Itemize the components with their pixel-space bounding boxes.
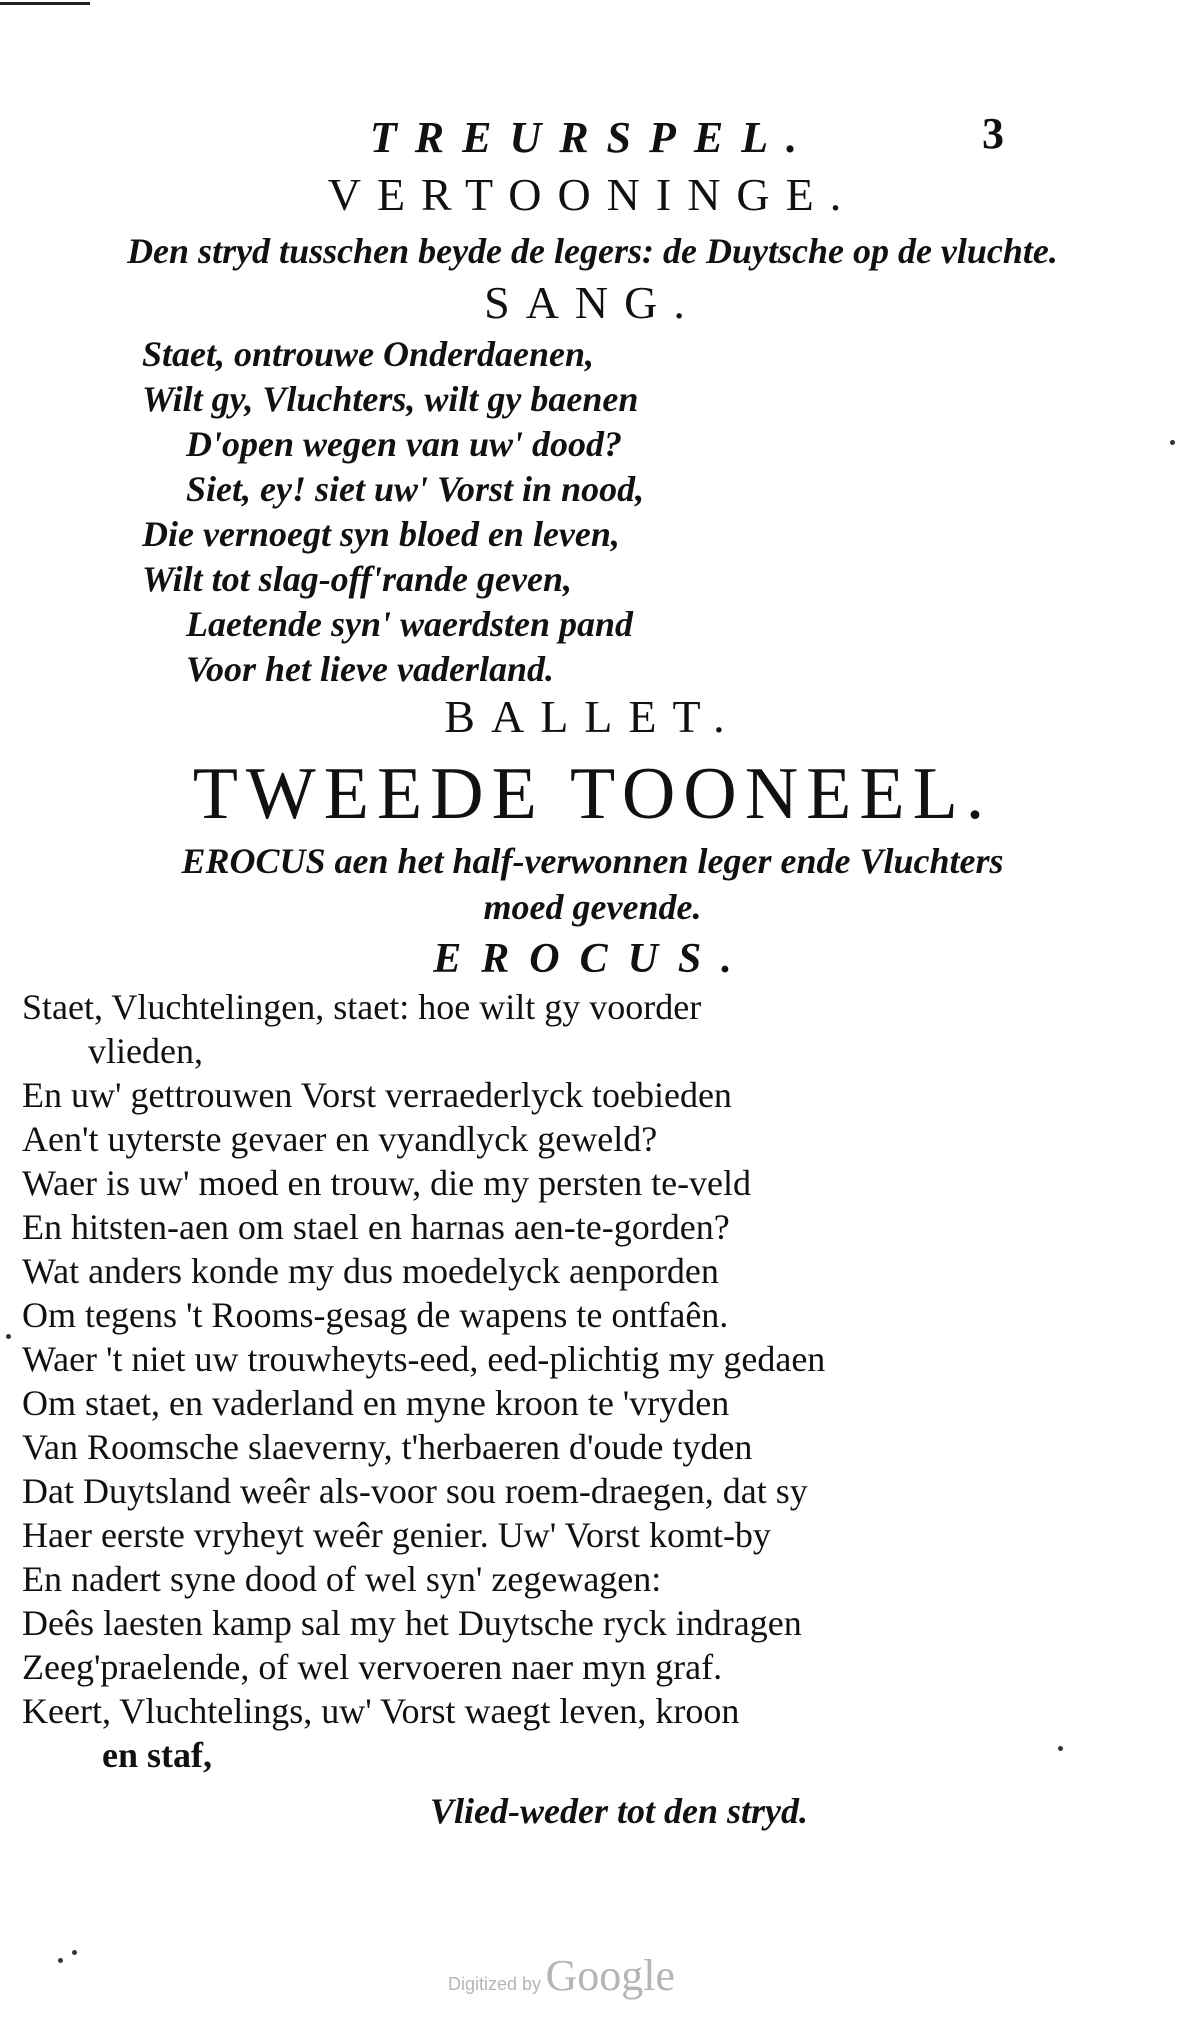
speech-line: Waer is uw' moed en trouw, die my persten te-veld	[22, 1163, 752, 1203]
speck	[72, 1950, 77, 1955]
speech-line: Zeeg'praelende, of wel vervoeren naer myn graf.	[22, 1647, 723, 1687]
verse-line: Die vernoegt syn bloed en leven,	[142, 514, 620, 554]
speech-line: Staet, Vluchtelingen, staet: hoe wilt gy voorder	[22, 987, 702, 1027]
speech-line: Waer 't niet uw trouwheyts-eed, eed-plichtig my gedaen	[22, 1339, 826, 1379]
speech-line: Aen't uyterste gevaer en vyandlyck geweld?	[22, 1119, 658, 1159]
verse-line: Laetende syn' waerdsten pand	[186, 604, 633, 644]
speck	[58, 1958, 63, 1963]
speech-line: Deês laesten kamp sal my het Duytsche ryck indragen	[22, 1603, 802, 1643]
speech-line: Van Roomsche slaeverny, t'herbaeren d'oude tyden	[22, 1427, 753, 1467]
speech-line: Om tegens 't Rooms-gesag de wapens te ontfaên.	[22, 1295, 729, 1335]
top-rule	[0, 2, 90, 5]
speck	[1058, 1746, 1063, 1751]
verse-line: Siet, ey! siet uw' Vorst in nood,	[186, 469, 645, 509]
song-heading: SANG.	[484, 277, 701, 328]
digitized-by-text: Digitized by	[448, 1974, 542, 1994]
speck	[1170, 440, 1175, 445]
speech-line: Om staet, en vaderland en myne kroon te 'vryden	[22, 1383, 730, 1423]
speech-line: Keert, Vluchtelings, uw' Vorst waegt leven, kroon	[22, 1691, 740, 1731]
stage-direction-line-2: moed gevende.	[483, 887, 702, 927]
verse-line: Staet, ontrouwe Onderdaenen,	[142, 334, 595, 374]
song-verse	[142, 332, 644, 692]
speech-line: Dat Duytsland weêr als-voor sou roem-draegen, dat sy	[22, 1471, 808, 1511]
exit-direction: Vlied-weder tot den stryd.	[430, 1791, 808, 1831]
speech-line: En hitsten-aen om stael en harnas aen-te-gorden?	[22, 1207, 730, 1247]
speech-line: en staf,	[102, 1735, 212, 1775]
running-head: TREURSPEL.	[369, 113, 816, 162]
speech-line: vlieden,	[88, 1031, 203, 1071]
verse-line: Wilt tot slag-off'rande geven,	[142, 559, 572, 599]
speck	[6, 1334, 11, 1339]
speaker-name: EROCUS.	[433, 936, 752, 982]
digitized-watermark	[448, 1950, 675, 2001]
page-number: 3	[982, 109, 1004, 158]
verse-line: Voor het lieve vaderland.	[186, 649, 554, 689]
speech-text	[22, 985, 825, 1777]
stage-direction-line-1: EROCUS aen het half-verwonnen leger ende Vluchters	[181, 841, 1004, 881]
ballet-heading: BALLET.	[444, 691, 741, 742]
google-logo: Google	[545, 1951, 676, 2000]
speech-line: En nadert syne dood of wel syn' zegewagen:	[22, 1559, 662, 1599]
scene-heading: VERTOONINGE.	[327, 169, 858, 220]
scene-description: Den stryd tusschen beyde de legers: de Duytsche op de vluchte.	[127, 231, 1058, 271]
verse-line: Wilt gy, Vluchters, wilt gy baenen	[142, 379, 639, 419]
stage-direction	[0, 838, 1185, 930]
speech-line: Haer eerste vryheyt weêr genier. Uw' Vorst komt-by	[22, 1515, 771, 1555]
speech-line: En uw' gettrouwen Vorst verraederlyck toebieden	[22, 1075, 732, 1115]
speech-line: Wat anders konde my dus moedelyck aenporden	[22, 1251, 719, 1291]
verse-line: D'open wegen van uw' dood?	[186, 424, 623, 464]
scene-title: TWEEDE TOONEEL.	[192, 753, 993, 835]
